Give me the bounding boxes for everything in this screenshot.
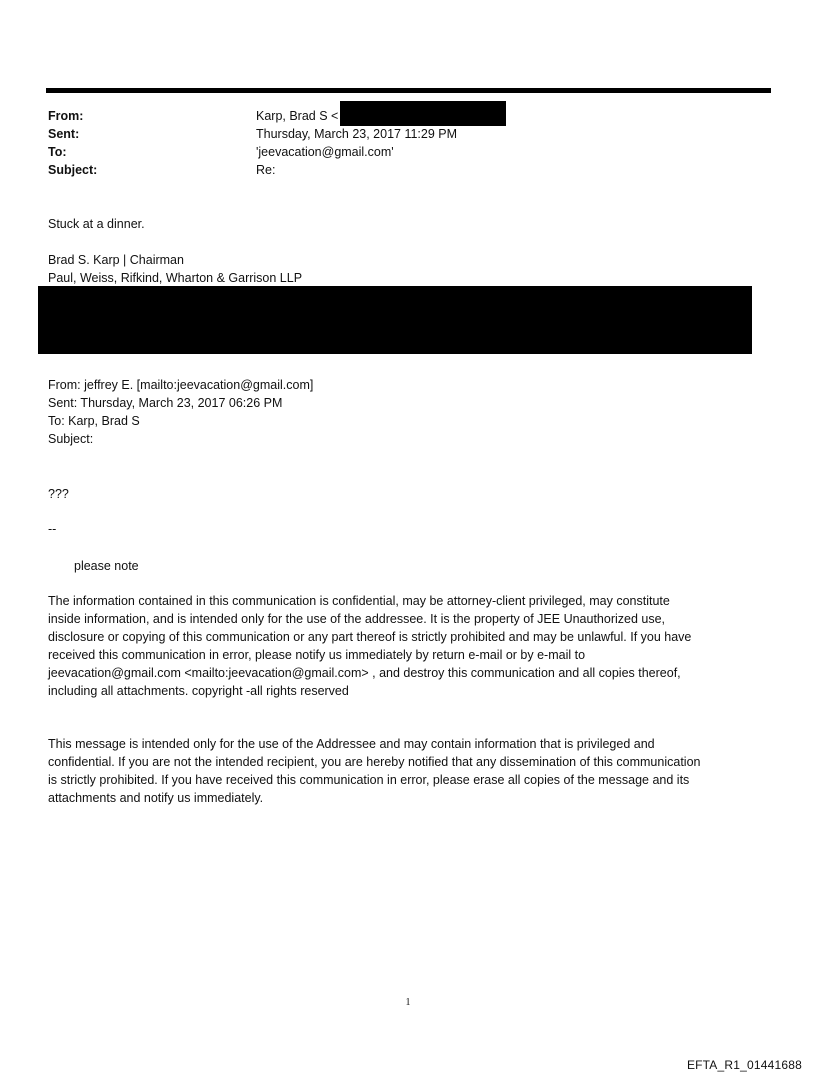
sent-label: Sent: [48, 127, 80, 141]
footer-notice-line: This message is intended only for the use of the Addressee and may contain information that is privileged and [48, 737, 655, 751]
separator-text: -- [48, 522, 57, 536]
original-body [48, 485, 773, 503]
original-to: To: Karp, Brad S [48, 414, 140, 428]
bates-number: EFTA_R1_01441688 [686, 1058, 802, 1072]
disclaimer [48, 592, 773, 700]
page-number: 1 [405, 997, 411, 1008]
original-sent: Sent: Thursday, March 23, 2017 06:26 PM [48, 396, 283, 410]
original-subject: Subject: [48, 432, 94, 446]
separator [48, 520, 773, 538]
redaction-box [340, 101, 506, 126]
to-label: To: [48, 145, 67, 159]
signature-line-1: Brad S. Karp | Chairman [48, 253, 184, 267]
disclaimer-line: disclosure or copying of this communication or any part thereof is strictly prohibited and may be unlawful. If you have [48, 630, 692, 644]
disclaimer-line: The information contained in this communication is confidential, may be attorney-client privileged, may constitute [48, 594, 670, 608]
disclaimer-line: including all attachments. copyright -all rights reserved [48, 684, 349, 698]
note-text: please note [74, 559, 139, 573]
original-message-header [48, 376, 773, 448]
reply-text: Stuck at a dinner. [48, 217, 145, 231]
footer-notice-line: attachments and notify us immediately. [48, 791, 264, 805]
email-header [48, 107, 768, 179]
footer-notice-line: is strictly prohibited. If you have received this communication in error, please erase all copies of the message and its [48, 773, 690, 787]
signature [48, 251, 773, 287]
to-value: 'jeevacation@gmail.com' [256, 145, 394, 159]
original-from: From: jeffrey E. [mailto:jeevacation@gmail.com] [48, 378, 314, 392]
footer-notice [48, 735, 773, 807]
reply-body [48, 215, 773, 233]
sent-value: Thursday, March 23, 2017 11:29 PM [256, 127, 458, 141]
subject-label: Subject: [48, 163, 98, 177]
signature-line-2: Paul, Weiss, Rifkind, Wharton & Garrison LLP [48, 271, 303, 285]
disclaimer-line: jeevacation@gmail.com <mailto:jeevacation@gmail.com> , and destroy this communication and all copies thereof, [48, 666, 681, 680]
original-body-text: ??? [48, 487, 69, 501]
sent-row [48, 125, 768, 143]
subject-row [48, 161, 768, 179]
subject-value: Re: [256, 163, 276, 177]
from-label: From: [48, 109, 84, 123]
disclaimer-line: inside information, and is intended only for the use of the addressee. It is the property of JEE Unauthorized use, [48, 612, 666, 626]
disclaimer-line: received this communication in error, please notify us immediately by return e-mail or by e-mail to [48, 648, 586, 662]
footer-notice-line: confidential. If you are not the intended recipient, you are hereby notified that any dissemination of this communication [48, 755, 701, 769]
to-row [48, 143, 768, 161]
signature-redaction-box [38, 286, 752, 354]
from-value: Karp, Brad S < [256, 109, 339, 123]
from-row [48, 107, 768, 125]
header-rule [46, 88, 771, 93]
note [48, 557, 799, 575]
